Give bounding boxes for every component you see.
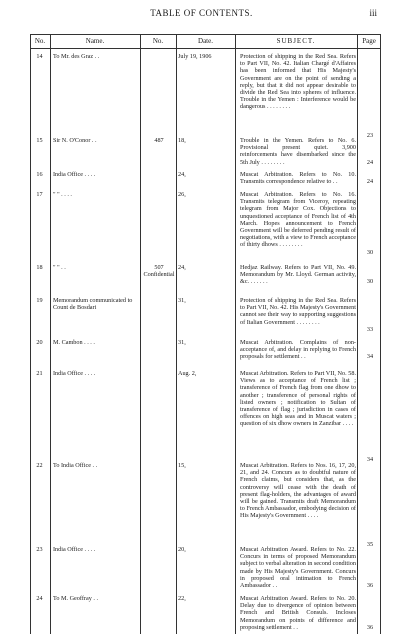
row-date: 31,	[178, 339, 186, 346]
row-subject: Muscat Arbitration. Refers to Nos. 16, 17, 20, 21, and 24. Concurs as to doubtful nature of French claims, but considers that, as the controversy will cease with the death of present flag-holders, the advantages of award will be gained. Transmits draft Memorandum to French Ambassador, embodying decision of His Majesty's Government . . . .	[240, 462, 356, 520]
row-date: 26,	[178, 191, 186, 198]
row-page: 30	[366, 278, 374, 285]
row-name: India Office . . . .	[53, 171, 96, 178]
row-number: 21	[36, 370, 43, 377]
row-name: " " . . . .	[53, 191, 72, 198]
row-name: Sir N. O'Conor . .	[53, 137, 97, 144]
row-date: 22,	[178, 595, 186, 602]
page-number: iii	[369, 8, 377, 18]
row-subject: Muscat Arbitration. Refers to No. 16. Transmits telegram from Viceroy, repeating telegram from Major Cox. Objections to unquestioned acceptance of French list of 4th March. Hopes announcement to French Government will be deferred pending result of negotiations, with a view to French acceptance of thirty dhows . . . . . . . .	[240, 191, 356, 249]
row-subject: Muscat Arbitration Award. Refers to No. 22. Concurs in terms of proposed Memorandum subject to verbal alteration in second condition made by His Majesty's Government. Concurs in proposed oral intimation to French Ambassador . .	[240, 546, 356, 590]
row-date: 31,	[178, 297, 186, 304]
col-head-number: No.	[152, 37, 164, 45]
column-rule	[176, 34, 177, 634]
row-subject: Hedjaz Railway. Refers to Part VII, No. 49. Memorandum by Mr. Lloyd. German activity, &c. . . . . . .	[240, 264, 356, 286]
row-number: 15	[36, 137, 43, 144]
row-name: India Office . . . .	[53, 546, 96, 553]
row-subject: Muscat Arbitration Award. Refers to No. 20. Delay due to divergence of opinion between French and British Consuls. Incloses Memorandum on points of difference and proposing settlement . .	[240, 595, 356, 631]
row-name: " " . .	[53, 264, 66, 271]
row-page: 36	[366, 582, 374, 589]
row-date: 15,	[178, 462, 186, 469]
header-rule	[30, 48, 381, 49]
col-head-no: No.	[34, 37, 46, 45]
row-name: To M. Geoffray . .	[53, 595, 98, 602]
row-page: 24	[366, 178, 374, 185]
column-rule	[357, 34, 358, 634]
table-border-top	[30, 34, 381, 35]
table-border-left	[30, 34, 31, 634]
row-number: 20	[36, 339, 43, 346]
row-page: 23	[366, 132, 374, 139]
row-name: Memorandum communicated to Count de Bosdari	[53, 297, 133, 312]
row-number: 24	[36, 595, 43, 602]
row-number: 18	[36, 264, 43, 271]
column-rule	[235, 34, 236, 634]
row-number: 14	[36, 53, 43, 60]
row-page: 24	[366, 159, 374, 166]
row-date: 20,	[178, 546, 186, 553]
row-date: 24,	[178, 264, 186, 271]
row-number: 19	[36, 297, 43, 304]
page-title: TABLE OF CONTENTS.	[150, 8, 253, 18]
row-subject: Trouble in the Yemen. Refers to No. 6. Provisional present quiet. 3,900 reinforcements have disembarked since the 5th July . . . . . . . .	[240, 137, 356, 166]
row-page: 33	[366, 326, 374, 333]
row-page: 34	[366, 456, 374, 463]
row-number: 16	[36, 171, 43, 178]
row-page: 35	[366, 541, 374, 548]
col-head-subject: SUBJECT.	[276, 37, 316, 45]
page-header	[0, 6, 403, 22]
col-head-date: Date.	[198, 37, 213, 45]
row-doc-number: 507 Confidential	[143, 264, 175, 279]
row-date: 18,	[178, 137, 186, 144]
row-doc-number: 487	[154, 137, 164, 144]
row-subject: Protection of shipping in the Red Sea. Refers to Part VII, No. 42. Italian Chargé d'Affaires has been informed that His Majesty's Government are on the point of sending a reply, but that it did not appear desirable to divide the Red Sea into spheres of influence. Trouble in the Yemen : Interference would be dangerous . . . . . . . .	[240, 53, 356, 111]
row-number: 17	[36, 191, 43, 198]
row-date: Aug. 2,	[178, 370, 197, 377]
row-name: India Office . . . .	[53, 370, 96, 377]
row-page: 30	[366, 249, 374, 256]
row-name: To India Office . .	[53, 462, 98, 469]
row-page: 34	[366, 353, 374, 360]
column-rule	[50, 34, 51, 634]
row-name: To Mr. des Graz . .	[53, 53, 100, 60]
row-date: 24,	[178, 171, 186, 178]
row-number: 23	[36, 546, 43, 553]
row-subject: Protection of shipping in the Red Sea. Refers to Part VII, No. 42. His Majesty's Government cannot see their way to supporting suggestions of Italian Government . . . . . . . .	[240, 297, 356, 326]
row-number: 22	[36, 462, 43, 469]
column-rule	[140, 34, 141, 634]
row-page: 36	[366, 624, 374, 631]
contents-table	[30, 34, 381, 634]
row-subject: Muscat Arbitration. Refers to No. 10. Transmits correspondence relative to . .	[240, 171, 356, 186]
row-subject: Muscat Arbitration. Refers to Part VII, No. 58. Views as to acceptance of French list ; transference of French flag from one dhow to another ; transference of personal rights of listed owners ; notification to Sultan of transference of flag ; jurisdiction in cases of offences on high seas and in Muscat waters ; question of six dhow owners in Zanzibar . . . .	[240, 370, 356, 428]
col-head-name: Name.	[85, 37, 105, 45]
row-date: July 19, 1906	[178, 53, 212, 60]
row-subject: Muscat Arbitration. Complains of non-acceptance of, and delay in replying to French proposals for settlement . .	[240, 339, 356, 361]
row-name: M. Cambon . . . .	[53, 339, 95, 346]
col-head-page: Page	[362, 37, 376, 45]
